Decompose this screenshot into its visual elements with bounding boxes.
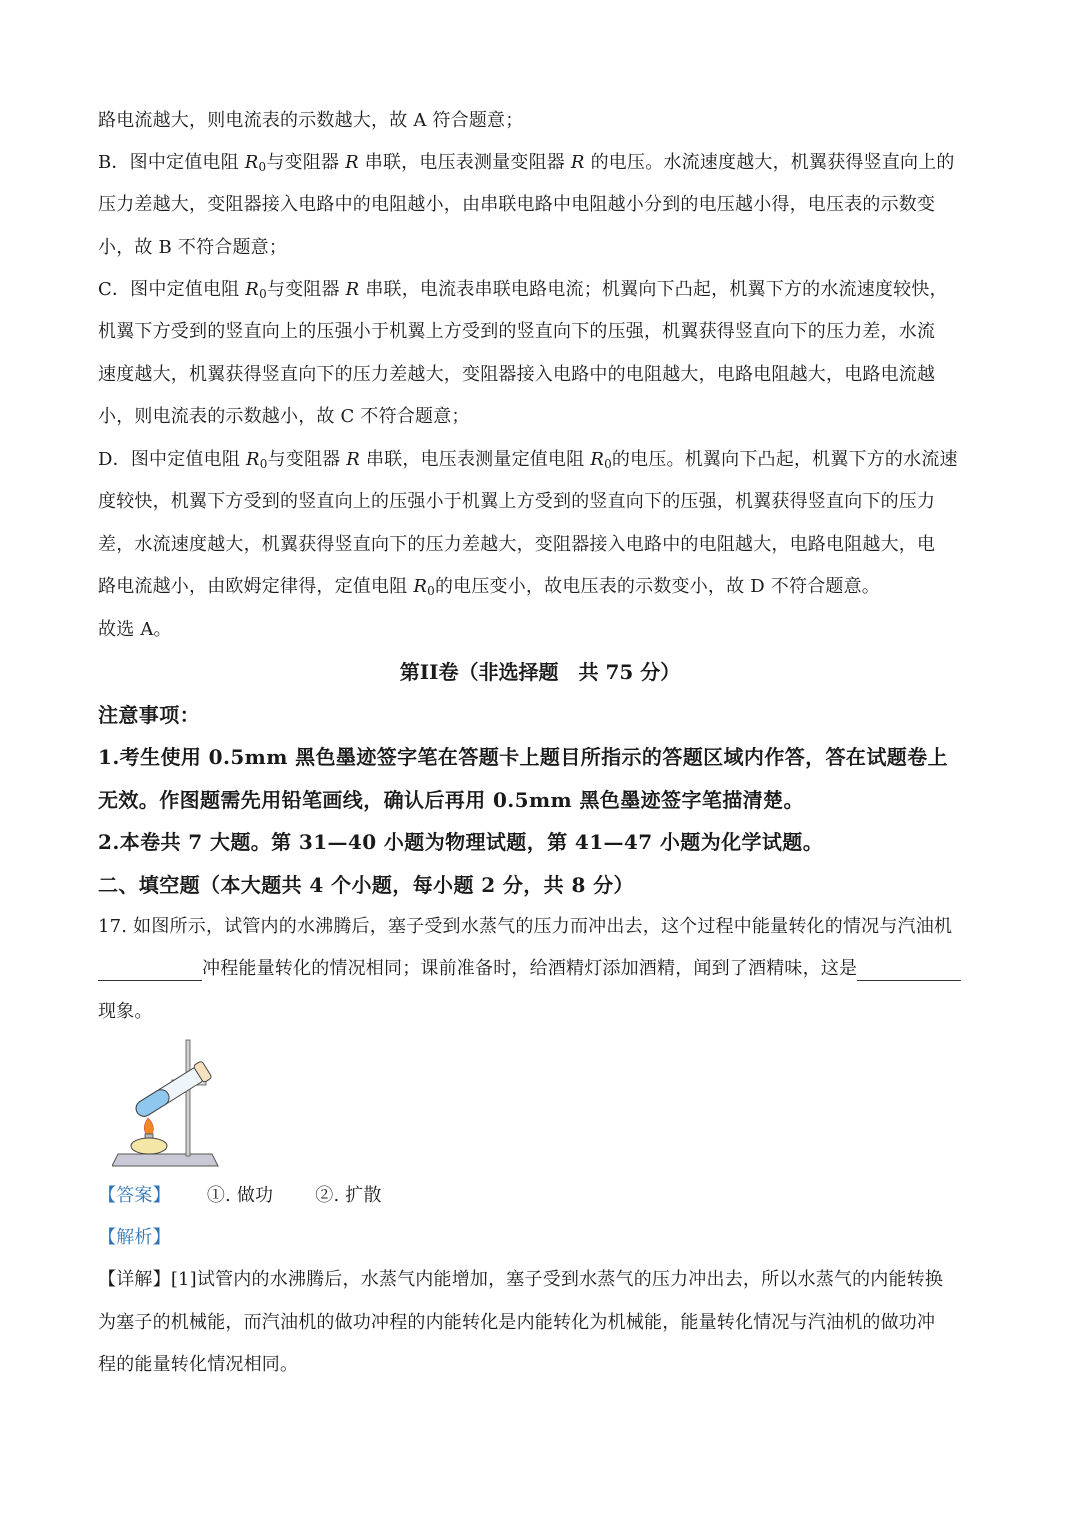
text: 串联，电压表测量变阻器 xyxy=(358,152,571,173)
option-c-line-4: 小，则电流表的示数越小，故 C 不符合题意； xyxy=(98,406,470,427)
var-r0: R xyxy=(244,152,259,173)
text: 串联，电压表测量定值电阻 xyxy=(360,449,591,470)
text: C．图中定值电阻 xyxy=(98,279,246,300)
explanation-line-2: 为塞子的机械能，而汽油机的做功冲程的内能转化是内能转化为机械能，能量转化情况与汽油机的做功冲 xyxy=(98,1312,936,1333)
text: 串联，电流表串联电路电流；机翼向下凸起，机翼下方的水流速度较快， xyxy=(359,279,948,300)
subscript: 0 xyxy=(259,457,268,471)
subscript: 0 xyxy=(258,160,267,174)
option-d-line-2: 度较快，机翼下方受到的竖直向上的压强小于机翼上方受到的竖直向下的压强，机翼获得竖直向下的压力 xyxy=(98,491,936,512)
text: 冲程能量转化的情况相同；课前准备时，给酒精灯添加酒精，闻到了酒精味，这是 xyxy=(202,958,858,979)
notice-1-line-2: 无效。作图题需先用铅笔画线，确认后再用 0.5mm 黑色墨迹签字笔描清楚。 xyxy=(98,788,804,812)
part-2-heading: 二、填空题（本大题共 4 个小题，每小题 2 分，共 8 分） xyxy=(98,873,634,897)
answer-item-1: ①. 做功 xyxy=(206,1185,274,1206)
explanation-line-1 xyxy=(98,1268,943,1292)
detail-label: 【详解】 xyxy=(98,1269,171,1290)
text: 与变阻器 xyxy=(266,152,346,173)
question-line-3: 现象。 xyxy=(98,1001,153,1022)
test-tube-apparatus-figure xyxy=(112,1036,222,1170)
text: 路电流越小，由欧姆定律得，定值电阻 xyxy=(98,576,414,597)
text: 的电压变小，故电压表的示数变小，故 D 不符合题意。 xyxy=(434,576,881,597)
option-c-line-3: 速度越大，机翼获得竖直向下的压力差越大，变阻器接入电路中的电阻越大，电路电阻越大，电路电流越 xyxy=(98,364,936,385)
answer-blank-1 xyxy=(98,962,202,981)
var-r0: R xyxy=(413,576,428,597)
var-r0: R xyxy=(245,449,260,470)
var-r: R xyxy=(346,449,361,470)
notice-label: 注意事项： xyxy=(98,703,200,727)
analysis-label: 【解析】 xyxy=(98,1227,171,1248)
answer-item-2: ②. 扩散 xyxy=(315,1185,382,1206)
answer-blank-2 xyxy=(857,962,961,981)
question-line-1: 17. 如图所示，试管内的水沸腾后，塞子受到水蒸气的压力而冲出去，这个过程中能量转化的情况与汽油机 xyxy=(98,916,953,937)
notice-2: 2.本卷共 7 大题。第 31—40 小题为物理试题，第 41—47 小题为化学试题。 xyxy=(98,830,824,854)
text: 与变阻器 xyxy=(267,449,347,470)
option-d-line-1 xyxy=(98,448,958,472)
text: D．图中定值电阻 xyxy=(98,449,246,470)
subscript: 0 xyxy=(604,457,612,471)
option-c-line-2: 机翼下方受到的竖直向上的压强小于机翼上方受到的竖直向下的压强，机翼获得竖直向下的压力差，水流 xyxy=(98,321,936,342)
option-b-line-3: 小，故 B 不符合题意； xyxy=(98,237,288,258)
option-d-line-3: 差，水流速度越大，机翼获得竖直向下的压力差越大，变阻器接入电路中的电阻越大，电路电阻越大，电 xyxy=(98,534,936,555)
choose-line: 故选 A。 xyxy=(98,619,172,640)
text: 的电压。水流速度越大，机翼获得竖直向上的 xyxy=(584,152,955,173)
option-b-line-1 xyxy=(98,151,955,175)
text: [1]试管内的水沸腾后，水蒸气内能增加，塞子受到水蒸气的压力冲出去，所以水蒸气的内能转换 xyxy=(170,1269,944,1290)
answer-label: 【答案】 xyxy=(98,1185,171,1206)
answer-line xyxy=(98,1184,382,1208)
var-r0: R xyxy=(245,279,260,300)
explanation-line-3: 程的能量转化情况相同。 xyxy=(98,1354,299,1375)
text: 与变阻器 xyxy=(266,279,346,300)
option-d-line-4 xyxy=(98,575,880,599)
text-line-1: 路电流越大，则电流表的示数越大，故 A 符合题意； xyxy=(98,110,524,131)
section-title: 第II卷（非选择题 共 75 分） xyxy=(399,660,681,684)
option-b-line-2: 压力差越大，变阻器接入电路中的电阻越小，由串联电路中电阻越小分到的电压越小得，电压表的示数变 xyxy=(98,194,936,215)
text: B．图中定值电阻 xyxy=(98,152,245,173)
notice-1-line-1: 1.考生使用 0.5mm 黑色墨迹签字笔在答题卡上题目所指示的答题区域内作答，答在试题卷上 xyxy=(98,745,948,769)
subscript: 0 xyxy=(259,287,267,301)
option-c-line-1 xyxy=(98,278,948,302)
var-r: R xyxy=(570,152,585,173)
question-line-2 xyxy=(98,957,961,981)
var-r0: R xyxy=(590,449,605,470)
var-r: R xyxy=(345,279,360,300)
var-r: R xyxy=(345,152,359,173)
subscript: 0 xyxy=(427,584,435,598)
text: 的电压。机翼向下凸起，机翼下方的水流速 xyxy=(611,449,958,470)
